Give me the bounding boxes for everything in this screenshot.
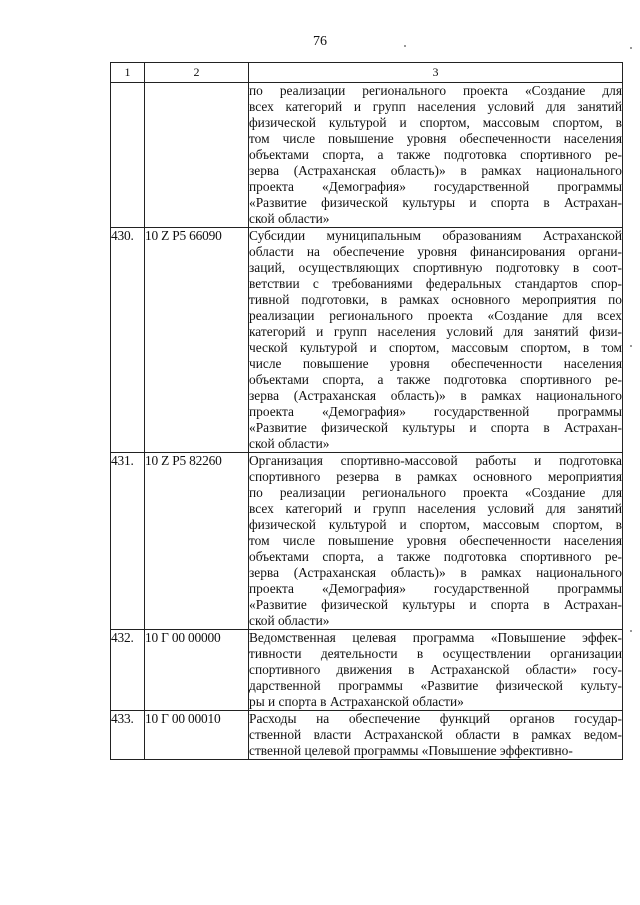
description-line: ры и спорта в Астраханской области» [249, 694, 464, 709]
description-line: категорий и групп населения условий для занятий физи- [249, 324, 622, 339]
description-line: «Развитие физической культуры и спорта в Астрахан- [249, 597, 622, 612]
description-line: всех категорий и групп населения условий для занятий [249, 501, 622, 516]
description-line: по реализации регионального проекта «Создание для [249, 485, 622, 500]
row-number: 430. [111, 228, 145, 453]
table-header-row [111, 63, 623, 83]
item-description [249, 228, 623, 453]
description-line: заций, осуществляющих спортивную подготовку в соот- [249, 260, 622, 275]
table-row [111, 711, 623, 760]
description-line: объектами спорта, а также подготовка спортивного ре- [249, 372, 622, 387]
row-number: 431. [111, 453, 145, 630]
column-header: 1 [111, 63, 145, 83]
description-line: Ведомственная целевая программа «Повышение эффек- [249, 630, 622, 645]
item-description [249, 711, 623, 760]
description-line: физической культурой и спортом, массовым спортом, в [249, 115, 622, 130]
scan-speck [630, 345, 632, 347]
classification-code: 10 Z P5 66090 [145, 228, 249, 453]
description-line: всех категорий и групп населения условий для занятий [249, 99, 622, 114]
description-line: области на обеспечение уровня финансирования органи- [249, 244, 622, 259]
classification-code [145, 83, 249, 228]
description-line: тивности деятельности в осуществлении организации [249, 646, 622, 661]
description-line: том числе повышение уровня обеспеченности населения [249, 131, 622, 146]
description-line: спортивного движения в Астраханской области» госу- [249, 662, 622, 677]
description-line: Организация спортивно-массовой работы и подготовка [249, 453, 622, 468]
scan-speck [630, 47, 632, 49]
description-line: зерва (Астраханская область)» в рамках национального [249, 565, 622, 580]
description-line: «Развитие физической культуры и спорта в Астрахан- [249, 420, 622, 435]
description-line: дарственной программы «Развитие физической культу- [249, 678, 622, 693]
item-description [249, 83, 623, 228]
description-line: ственной власти Астраханской области в рамках ведом- [249, 727, 622, 742]
description-line: реализации регионального проекта «Создание для всех [249, 308, 622, 323]
classification-code: 10 Г 00 00010 [145, 711, 249, 760]
description-line: физической культурой и спортом, массовым спортом, в [249, 517, 622, 532]
column-header: 2 [145, 63, 249, 83]
page-number: 76 [313, 34, 327, 49]
description-line: «Развитие физической культуры и спорта в Астрахан- [249, 195, 622, 210]
description-line: Расходы на обеспечение функций органов государ- [249, 711, 622, 726]
classification-code: 10 Z P5 82260 [145, 453, 249, 630]
column-header: 3 [249, 63, 623, 83]
item-description [249, 630, 623, 711]
row-number: 433. [111, 711, 145, 760]
description-line: спортивного резерва в рамках основного мероприятия [249, 469, 622, 484]
item-description [249, 453, 623, 630]
description-line: по реализации регионального проекта «Создание для [249, 83, 622, 98]
table-row [111, 228, 623, 453]
description-line: проекта «Демография» государственной программы [249, 581, 622, 596]
description-line: ветствии с требованиями федеральных стандартов спор- [249, 276, 622, 291]
classification-code: 10 Г 00 00000 [145, 630, 249, 711]
table-row [111, 83, 623, 228]
description-line: ской области» [249, 613, 330, 628]
row-number [111, 83, 145, 228]
description-line: ской области» [249, 436, 330, 451]
description-line: зерва (Астраханская область)» в рамках национального [249, 163, 622, 178]
description-line: ческой культурой и спортом, массовым спортом, в том [249, 340, 622, 355]
description-line: зерва (Астраханская область)» в рамках национального [249, 388, 622, 403]
description-line: том числе повышение уровня обеспеченности населения [249, 533, 622, 548]
description-line: объектами спорта, а также подготовка спортивного ре- [249, 549, 622, 564]
description-line: ской области» [249, 211, 330, 226]
description-line: проекта «Демография» государственной программы [249, 179, 622, 194]
description-line: числе повышение уровня обеспеченности населения [249, 356, 622, 371]
scan-speck [630, 630, 632, 632]
row-number: 432. [111, 630, 145, 711]
description-line: объектами спорта, а также подготовка спортивного ре- [249, 147, 622, 162]
description-line: ственной целевой программы «Повышение эффективно- [249, 743, 573, 758]
scan-speck [404, 45, 406, 47]
table-row [111, 630, 623, 711]
description-line: Субсидии муниципальным образованиям Астраханской [249, 228, 622, 243]
table-row [111, 453, 623, 630]
budget-classification-table [110, 62, 623, 760]
description-line: тивной подготовки, в рамках основного мероприятия по [249, 292, 622, 307]
description-line: проекта «Демография» государственной программы [249, 404, 622, 419]
